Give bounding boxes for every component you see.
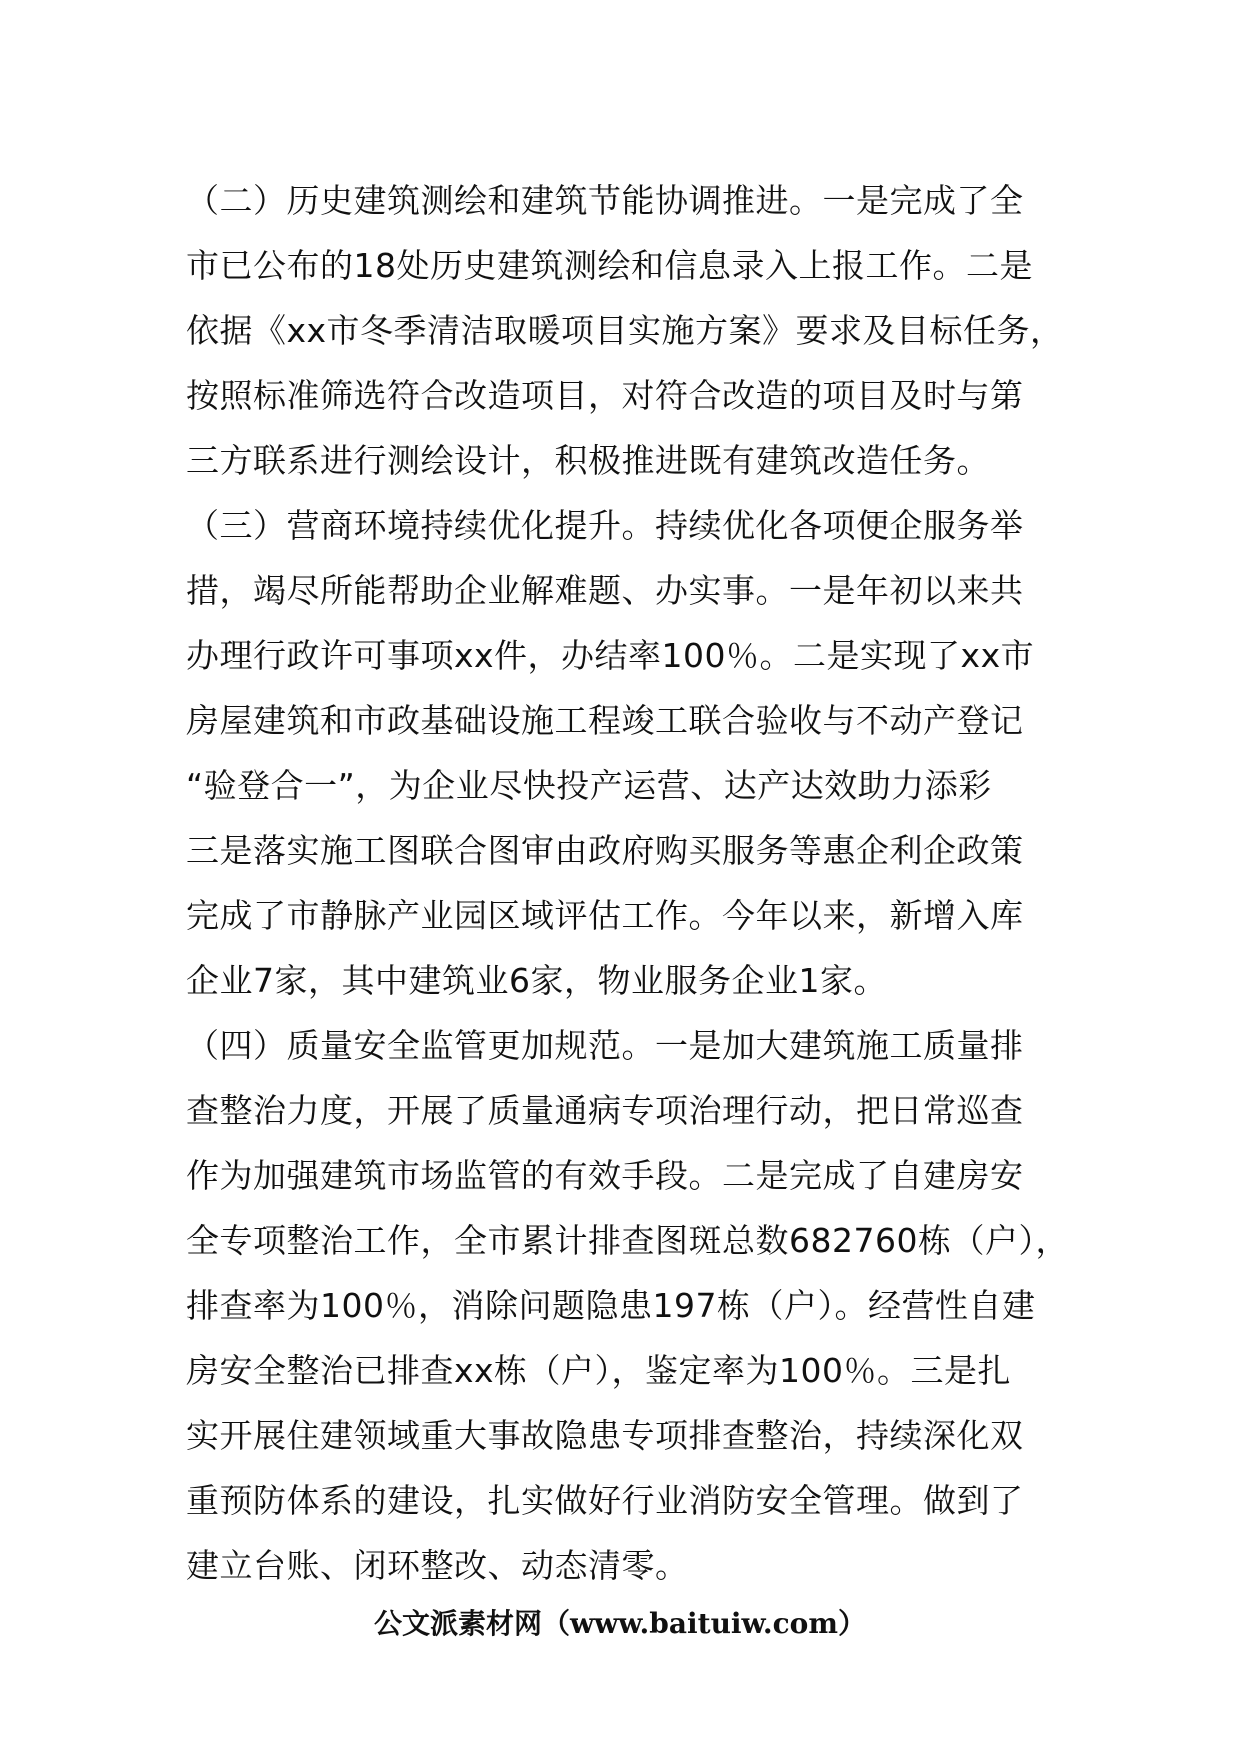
text-line: （二）历史建筑测绘和建筑节能协调推进。一是完成了全	[186, 181, 1024, 220]
text-line: 建立台账、闭环整改、动态清零。	[186, 1546, 689, 1585]
text-line: “验登合一”，为企业尽快投产运营、达产达效助力添彩	[186, 766, 992, 805]
text-line: 查整治力度，开展了质量通病专项治理行动，把日常巡查	[186, 1091, 1024, 1130]
text-line: 房安全整治已排查xx栋（户），鉴定率为100％。三是扎	[186, 1351, 1012, 1390]
text-line: 措，竭尽所能帮助企业解难题、办实事。一是年初以来共	[186, 571, 1024, 610]
text-line: 完成了市静脉产业园区域评估工作。今年以来，新增入库	[186, 896, 1024, 935]
page-footer: 公文派素材网（www.baituiw.com）	[374, 1607, 866, 1640]
text-line: 三方联系进行测绘设计，积极推进既有建筑改造任务。	[186, 441, 990, 480]
text-line: 依据《xx市冬季清洁取暖项目实施方案》要求及目标任务，	[186, 311, 1064, 350]
text-line: 三是落实施工图联合图审由政府购买服务等惠企利企政策	[186, 831, 1024, 870]
text-line: （三）营商环境持续优化提升。持续优化各项便企服务举	[186, 506, 1024, 545]
text-line: 市已公布的18处历史建筑测绘和信息录入上报工作。二是	[186, 246, 1033, 285]
text-line: 重预防体系的建设，扎实做好行业消防安全管理。做到了	[186, 1481, 1024, 1520]
text-line: 办理行政许可事项xx件，办结率100％。二是实现了xx市	[186, 636, 1035, 675]
text-line: 实开展住建领域重大事故隐患专项排查整治，持续深化双	[186, 1416, 1024, 1455]
text-line: 全专项整治工作，全市累计排查图斑总数682760栋（户），	[186, 1221, 1069, 1260]
text-line: 按照标准筛选符合改造项目，对符合改造的项目及时与第	[186, 376, 1024, 415]
text-line: 企业7家，其中建筑业6家，物业服务企业1家。	[186, 961, 887, 1000]
text-line: （四）质量安全监管更加规范。一是加大建筑施工质量排	[186, 1026, 1024, 1065]
body-text	[186, 168, 1086, 1598]
text-line: 房屋建筑和市政基础设施工程竣工联合验收与不动产登记	[186, 701, 1024, 740]
text-line: 作为加强建筑市场监管的有效手段。二是完成了自建房安	[186, 1156, 1024, 1195]
text-line: 排查率为100％，消除问题隐患197栋（户）。经营性自建	[186, 1286, 1036, 1325]
